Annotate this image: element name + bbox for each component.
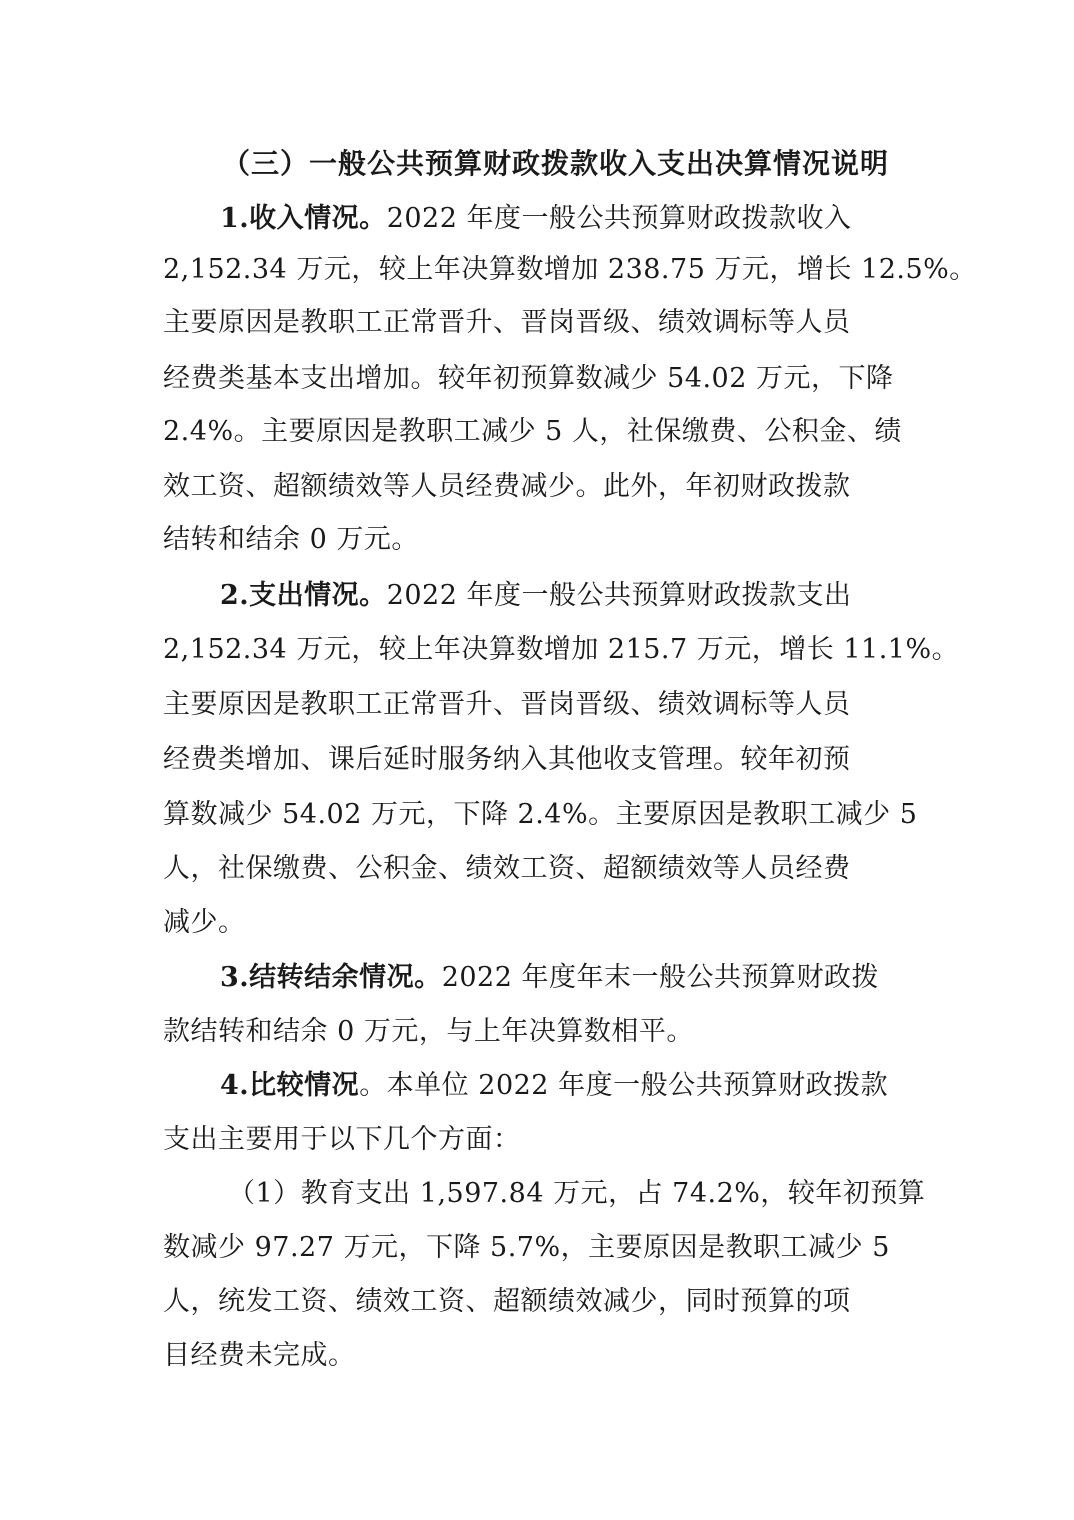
expenditure-heading: 2.支出情况。 — [220, 580, 387, 611]
expenditure-paragraph-line-6: 人，社保缴费、公积金、绩效工资、超额绩效等人员经费 — [163, 853, 851, 884]
income-paragraph-line-1: 1.收入情况。2022 年度一般公共预算财政拨款收入 — [220, 203, 852, 234]
section-title: （三）一般公共预算财政拨款收入支出决算情况说明 — [222, 147, 890, 180]
expenditure-paragraph-line-3: 主要原因是教职工正常晋升、晋岗晋级、绩效调标等人员 — [163, 689, 851, 720]
expenditure-paragraph-line-4: 经费类增加、课后延时服务纳入其他收支管理。较年初预 — [163, 744, 851, 775]
expenditure-paragraph-line-5: 算数减少 54.02 万元，下降 2.4%。主要原因是教职工减少 5 — [163, 799, 918, 830]
income-paragraph-line-7: 结转和结余 0 万元。 — [163, 524, 419, 555]
income-heading: 1.收入情况。 — [220, 203, 387, 234]
income-paragraph-line-6: 效工资、超额绩效等人员经费减少。此外，年初财政拨款 — [163, 471, 851, 502]
expenditure-paragraph-line-1: 2.支出情况。2022 年度一般公共预算财政拨款支出 — [220, 580, 852, 611]
comparison-paragraph-line-1: 4.比较情况。本单位 2022 年度一般公共预算财政拨款 — [220, 1070, 889, 1101]
education-item-line-1: （1）教育支出 1,597.84 万元，占 74.2%，较年初预算 — [228, 1178, 926, 1209]
education-item-line-4: 目经费未完成。 — [163, 1340, 356, 1371]
income-paragraph-line-4: 经费类基本支出增加。较年初预算数减少 54.02 万元，下降 — [163, 363, 894, 394]
expenditure-paragraph-line-7: 减少。 — [163, 907, 246, 938]
income-paragraph-line-5: 2.4%。主要原因是教职工减少 5 人，社保缴费、公积金、绩 — [163, 416, 902, 447]
comparison-heading: 4.比较情况 — [220, 1070, 360, 1101]
education-item-line-3: 人，统发工资、绩效工资、超额绩效减少，同时预算的项 — [163, 1286, 851, 1317]
education-item-line-2: 数减少 97.27 万元，下降 5.7%，主要原因是教职工减少 5 — [163, 1232, 890, 1263]
carryover-heading: 3.结转结余情况。 — [220, 962, 442, 993]
carryover-paragraph-line-1: 3.结转结余情况。2022 年度年末一般公共预算财政拨 — [220, 962, 879, 993]
carryover-paragraph-line-2: 款结转和结余 0 万元，与上年决算数相平。 — [163, 1016, 694, 1047]
income-paragraph-line-2: 2,152.34 万元，较上年决算数增加 238.75 万元，增长 12.5%。 — [163, 254, 977, 285]
comparison-paragraph-line-2: 支出主要用于以下几个方面： — [163, 1124, 521, 1155]
income-paragraph-line-3: 主要原因是教职工正常晋升、晋岗晋级、绩效调标等人员 — [163, 307, 851, 338]
expenditure-paragraph-line-2: 2,152.34 万元，较上年决算数增加 215.7 万元，增长 11.1%。 — [163, 634, 960, 665]
